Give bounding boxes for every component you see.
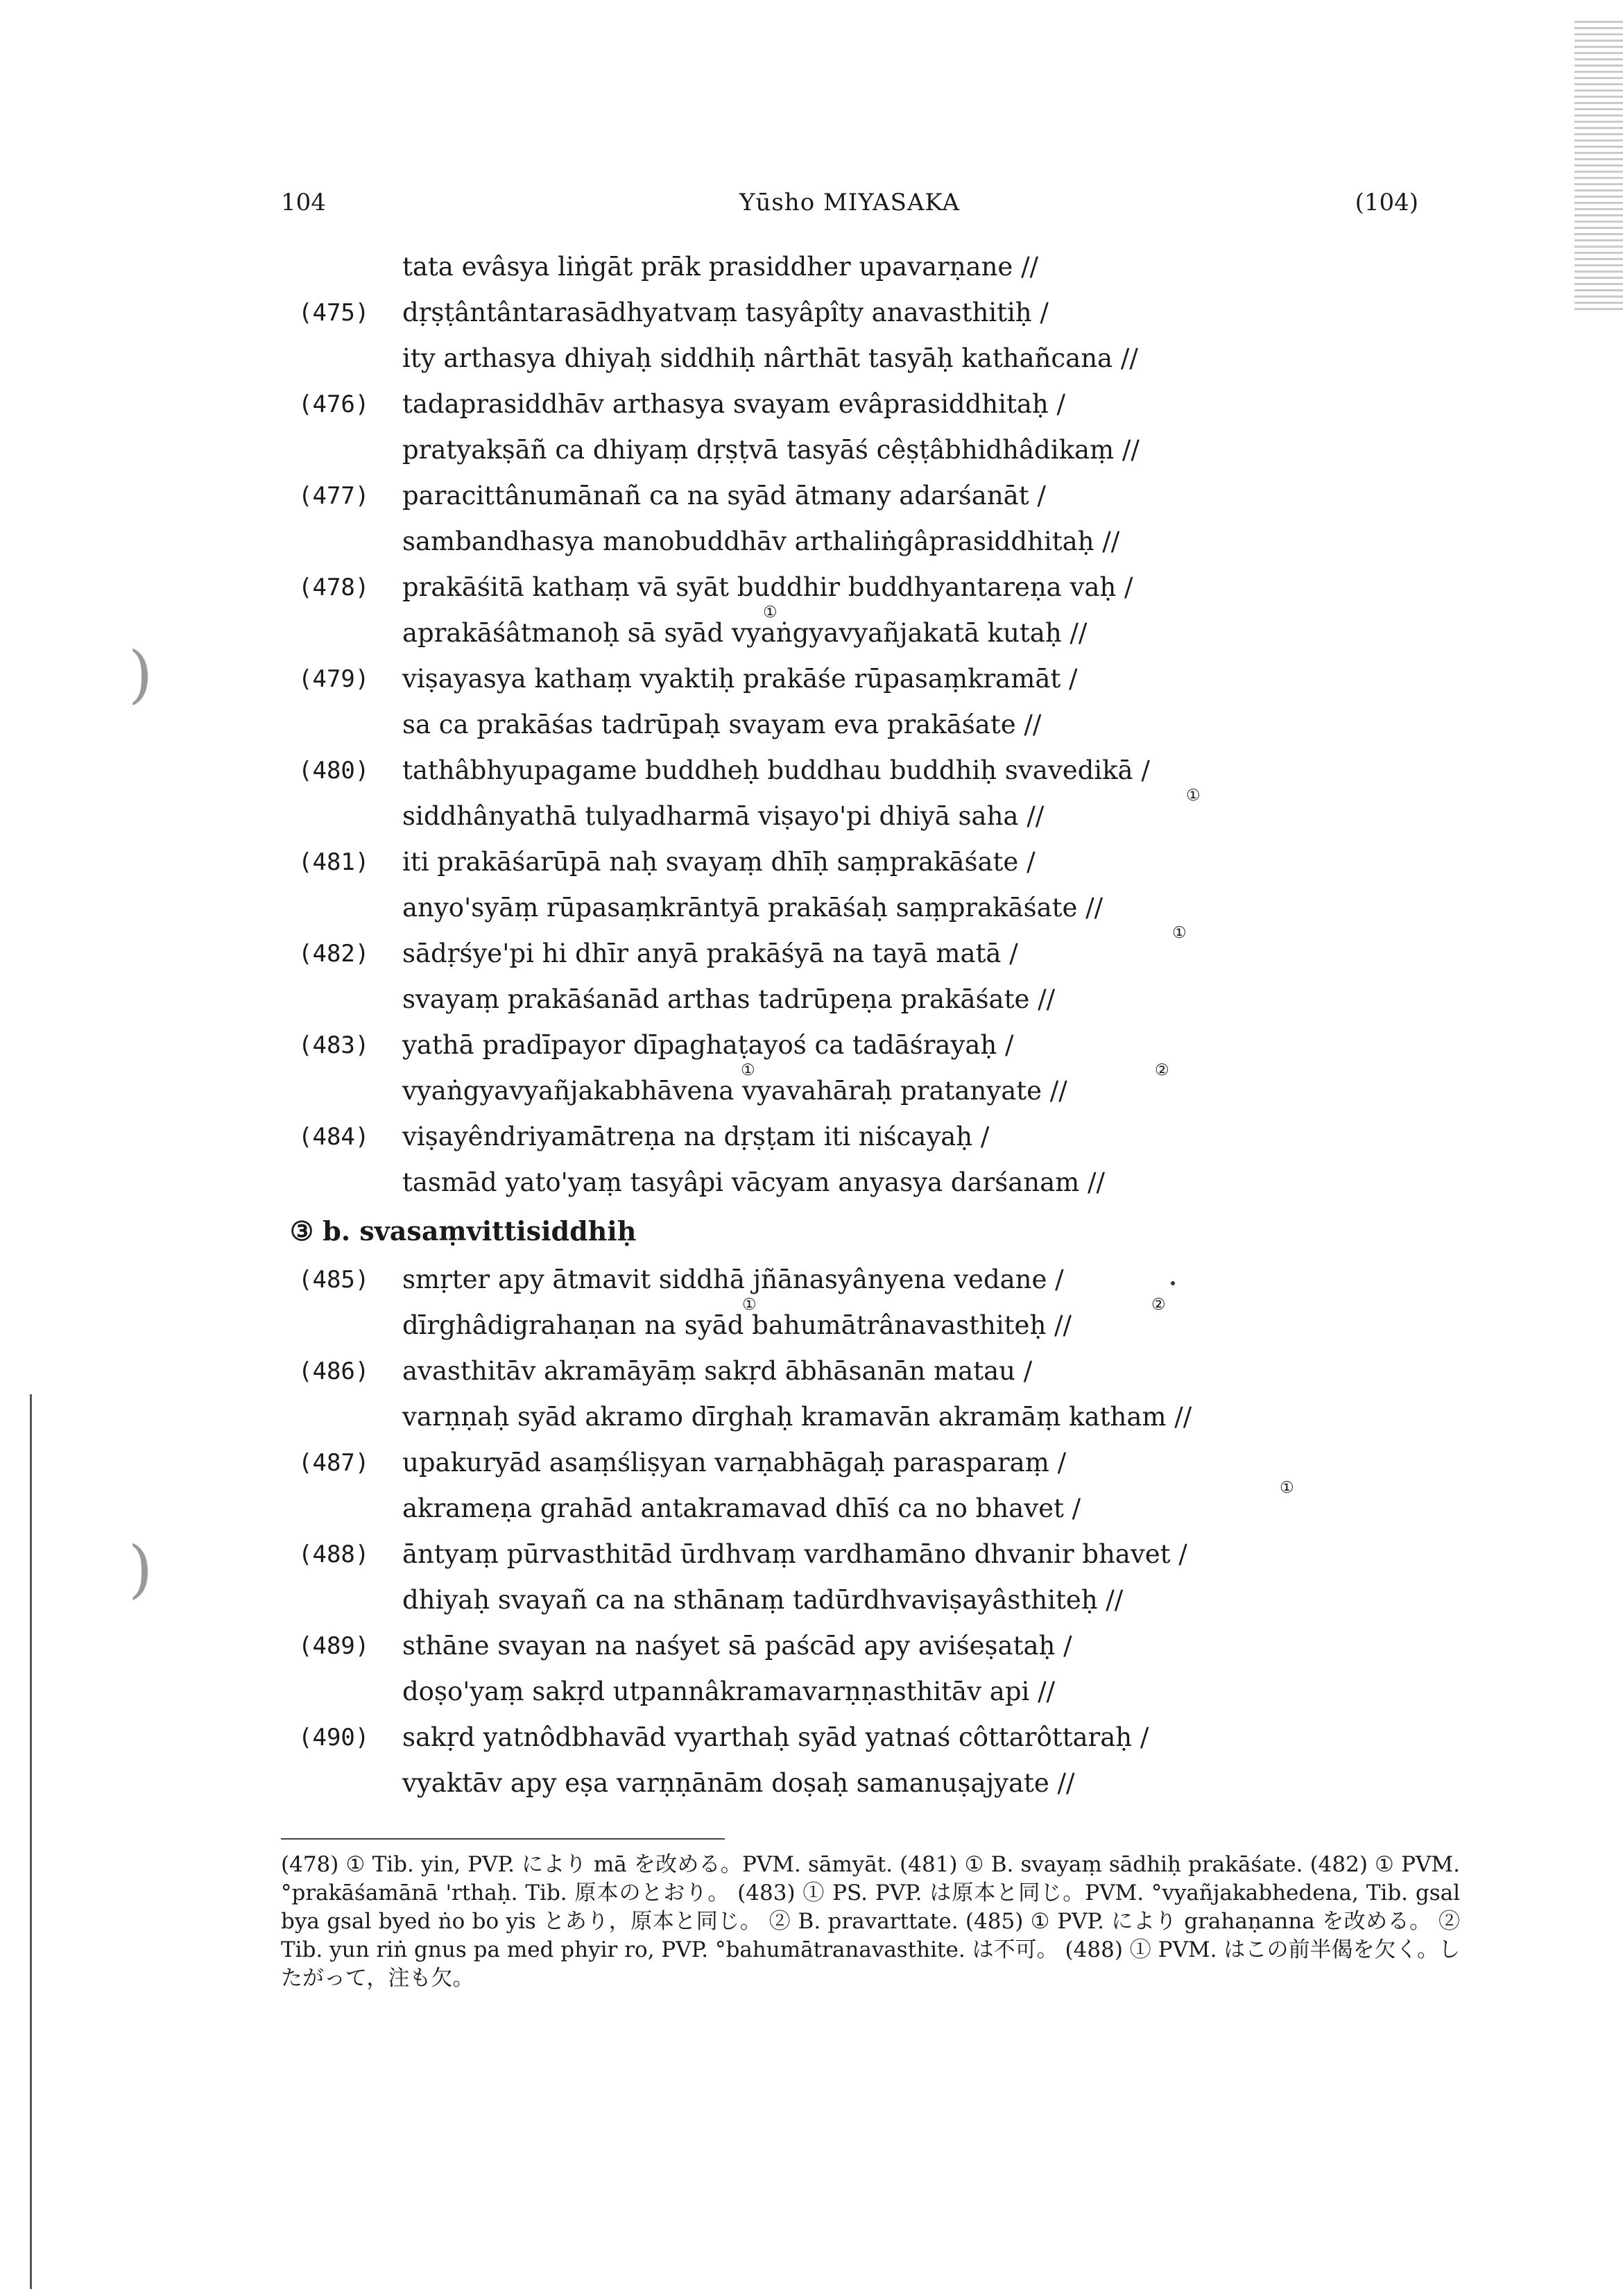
verse-line xyxy=(298,1061,1477,1114)
binding-edge-line xyxy=(30,1394,32,2289)
verse-text: vyaktāv apy eṣa varṇṇānām doṣaḥ samanuṣajyate // xyxy=(402,1768,1075,1798)
verse-number: (486) xyxy=(298,1357,370,1385)
page-number-right: (104) xyxy=(1355,189,1418,216)
verse-number: (475) xyxy=(298,299,370,327)
verse-line xyxy=(298,382,1477,427)
verse-text: viṣayêndriyamātreṇa na dṛṣṭam iti niścayaḥ / xyxy=(402,1122,990,1151)
verse-line xyxy=(298,473,1477,519)
footnote-rule xyxy=(281,1838,725,1840)
verse-line xyxy=(298,787,1477,839)
verse-text: viṣayasya kathaṃ vyaktiḥ prakāśe rūpasaṃkramāt / xyxy=(402,664,1078,694)
verse-number: (489) xyxy=(298,1632,370,1660)
verse-number: (479) xyxy=(298,665,370,693)
verse-number: (476) xyxy=(298,391,370,418)
verse-line xyxy=(298,336,1477,382)
verse-line xyxy=(298,1296,1477,1348)
verse-line xyxy=(298,427,1477,473)
verse-number: (477) xyxy=(298,482,370,510)
verse-text: dṛṣṭântântarasādhyatvaṃ tasyâpîty anavasthitiḥ / xyxy=(402,298,1049,327)
verse-text: dhiyaḥ svayañ ca na sthānaṃ tadūrdhvaviṣayâsthiteḥ // xyxy=(402,1585,1124,1615)
verse-text: sambandhasya manobuddhāv arthaliṅgâprasiddhitaḥ // xyxy=(402,526,1120,556)
verse-line xyxy=(298,1669,1477,1715)
verse-number: (482) xyxy=(298,940,370,968)
verse-line xyxy=(298,1760,1477,1806)
section-heading: ③ b. svasaṃvittisiddhiḥ xyxy=(290,1215,637,1246)
verse-text: tata evâsya liṅgāt prāk prasiddher upavarṇane // xyxy=(402,252,1038,282)
verse-line xyxy=(298,1532,1477,1577)
verse-line xyxy=(298,565,1477,610)
verse-text: akrameṇa grahād antakramavad dhīś ca no bhavet / xyxy=(402,1493,1081,1523)
verse-number: (490) xyxy=(298,1724,370,1751)
verse-number: (478) xyxy=(298,574,370,601)
verse-line xyxy=(298,290,1477,336)
verse-text: sthāne svayan na naśyet sā paścād apy aviśeṣataḥ / xyxy=(402,1631,1072,1661)
verse-text: varṇṇaḥ syād akramo dīrghaḥ kramavān akramāṃ katham // xyxy=(402,1402,1192,1432)
note-marker: ① xyxy=(1280,1479,1294,1497)
verse-line xyxy=(298,603,1477,656)
scan-edge-artifact xyxy=(1574,21,1623,312)
verse-body xyxy=(290,244,1477,1806)
verse-line xyxy=(298,1114,1477,1160)
running-header xyxy=(281,189,1418,223)
note-marker: ① xyxy=(1186,787,1201,805)
verse-line xyxy=(298,1348,1477,1394)
verse-line xyxy=(298,702,1477,748)
verse-text: ity arthasya dhiyaḥ siddhiḥ nârthāt tasyāḥ kathañcana // xyxy=(402,343,1138,373)
note-marker: ① xyxy=(763,603,778,622)
verse-text: paracittânumānañ ca na syād ātmany adarśanāt / xyxy=(402,481,1046,511)
verse-number: (488) xyxy=(298,1541,370,1568)
verse-text: sa ca prakāśas tadrūpaḥ svayam eva prakāśate // xyxy=(402,710,1042,739)
page-number-left: 104 xyxy=(281,189,326,216)
verse-text: anyo'syāṃ rūpasaṃkrāntyā prakāśaḥ saṃprakāśate // xyxy=(402,893,1104,923)
note-marker: ② xyxy=(1151,1296,1166,1314)
margin-paren-mark: ) xyxy=(128,1533,153,1606)
verse-line xyxy=(298,1623,1477,1669)
verse-number: (485) xyxy=(298,1266,370,1294)
verse-number: (483) xyxy=(298,1031,370,1059)
verse-line xyxy=(298,656,1477,702)
verse-number: (487) xyxy=(298,1449,370,1477)
verse-text: prakāśitā kathaṃ vā syāt buddhir buddhyantareṇa vaḥ / xyxy=(402,572,1133,602)
verse-line xyxy=(298,1479,1477,1532)
note-marker: ① xyxy=(741,1061,755,1079)
margin-paren-mark: ) xyxy=(128,638,153,711)
note-marker: ② xyxy=(1155,1061,1169,1079)
verse-line xyxy=(298,924,1477,977)
verse-text: āntyaṃ pūrvasthitād ūrdhvaṃ vardhamāno dhvanir bhavet / xyxy=(402,1539,1187,1569)
verse-line xyxy=(298,1577,1477,1623)
verse-line xyxy=(298,885,1477,931)
verse-text: tadaprasiddhāv arthasya svayam evâprasiddhitaḥ / xyxy=(402,389,1065,419)
verse-block-b xyxy=(298,1257,1477,1806)
verse-line xyxy=(298,839,1477,885)
verse-number: (481) xyxy=(298,848,370,876)
verse-text: svayaṃ prakāśanād arthas tadrūpeṇa prakāśate // xyxy=(402,984,1056,1014)
verse-text: tasmād yato'yaṃ tasyâpi vācyam anyasya darśanam // xyxy=(402,1167,1105,1197)
verse-line xyxy=(298,1394,1477,1440)
verse-text: avasthitāv akramāyāṃ sakṛd ābhāsanān matau / xyxy=(402,1356,1033,1386)
verse-line xyxy=(298,1440,1477,1486)
verse-line xyxy=(298,1022,1477,1068)
footnote-text: (478) ① Tib. yin, PVP. により mā を改める。PVM. sāmyāt. (481) ① B. svayaṃ sādhiḥ prakāśate. (482) ① PVM. °prakāśamānā 'rthaḥ. Tib. 原本のとおり。 (483) ① PS. PVP. は原本と同じ。PVM. °vyañjakabhedena, Tib. gsal bya gsal byed ṅo bo yis とあり，原本と同じ。 ② B. pravarttate. (485) ① PVP. により grahaṇanna を改める。 ② Tib. yun riṅ gnus pa med phyir ro, PVP. °bahumātranavasthite. は不可。 (488) ① PVM. はこの前半偈を欠く。したがって，注も欠。 xyxy=(281,1852,1460,1991)
verse-line xyxy=(298,244,1477,290)
verse-line xyxy=(298,748,1477,794)
footnotes xyxy=(281,1851,1460,1993)
note-marker: ① xyxy=(742,1296,757,1314)
note-marker: ① xyxy=(1172,924,1187,942)
verse-number: (480) xyxy=(298,757,370,785)
verse-line xyxy=(298,977,1477,1022)
verse-text: doṣo'yaṃ sakṛd utpannâkramavarṇṇasthitāv api // xyxy=(402,1677,1056,1706)
verse-text: aprakāśâtmanoḥ sā syād vyaṅgyavyañjakatā kutaḥ // xyxy=(402,618,1088,648)
verse-line xyxy=(298,1160,1477,1206)
verse-line xyxy=(298,1715,1477,1760)
verse-text: dīrghâdigrahaṇan na syād bahumātrânavasthiteḥ // xyxy=(402,1310,1072,1340)
verse-text: sādṛśye'pi hi dhīr anyā prakāśyā na tayā matā / xyxy=(402,939,1018,968)
verse-text: iti prakāśarūpā naḥ svayaṃ dhīḥ saṃprakāśate / xyxy=(402,847,1036,877)
verse-line xyxy=(298,519,1477,565)
verse-text: pratyakṣāñ ca dhiyaṃ dṛṣṭvā tasyāś cêṣṭâbhidhâdikaṃ // xyxy=(402,435,1140,465)
verse-number: (484) xyxy=(298,1123,370,1151)
verse-line xyxy=(298,1257,1477,1303)
verse-block-a xyxy=(298,244,1477,1206)
running-title: Yūsho MIYASAKA xyxy=(739,189,960,216)
verse-text: tathâbhyupagame buddheḥ buddhau buddhiḥ svavedikā / xyxy=(402,755,1150,785)
verse-text: siddhânyathā tulyadharmā viṣayo'pi dhiyā saha // xyxy=(402,801,1045,831)
verse-text: upakuryād asaṃśliṣyan varṇabhāgaḥ parasparaṃ / xyxy=(402,1448,1067,1477)
verse-text: yathā pradīpayor dīpaghaṭayoś ca tadāśrayaḥ / xyxy=(402,1030,1014,1060)
verse-text: sakṛd yatnôdbhavād vyarthaḥ syād yatnaś côttarôttaraḥ / xyxy=(402,1722,1149,1752)
verse-text: smṛter apy ātmavit siddhā jñānasyânyena vedane / xyxy=(402,1265,1064,1294)
verse-text: vyaṅgyavyañjakabhāvena vyavahāraḥ pratanyate // xyxy=(402,1076,1067,1106)
